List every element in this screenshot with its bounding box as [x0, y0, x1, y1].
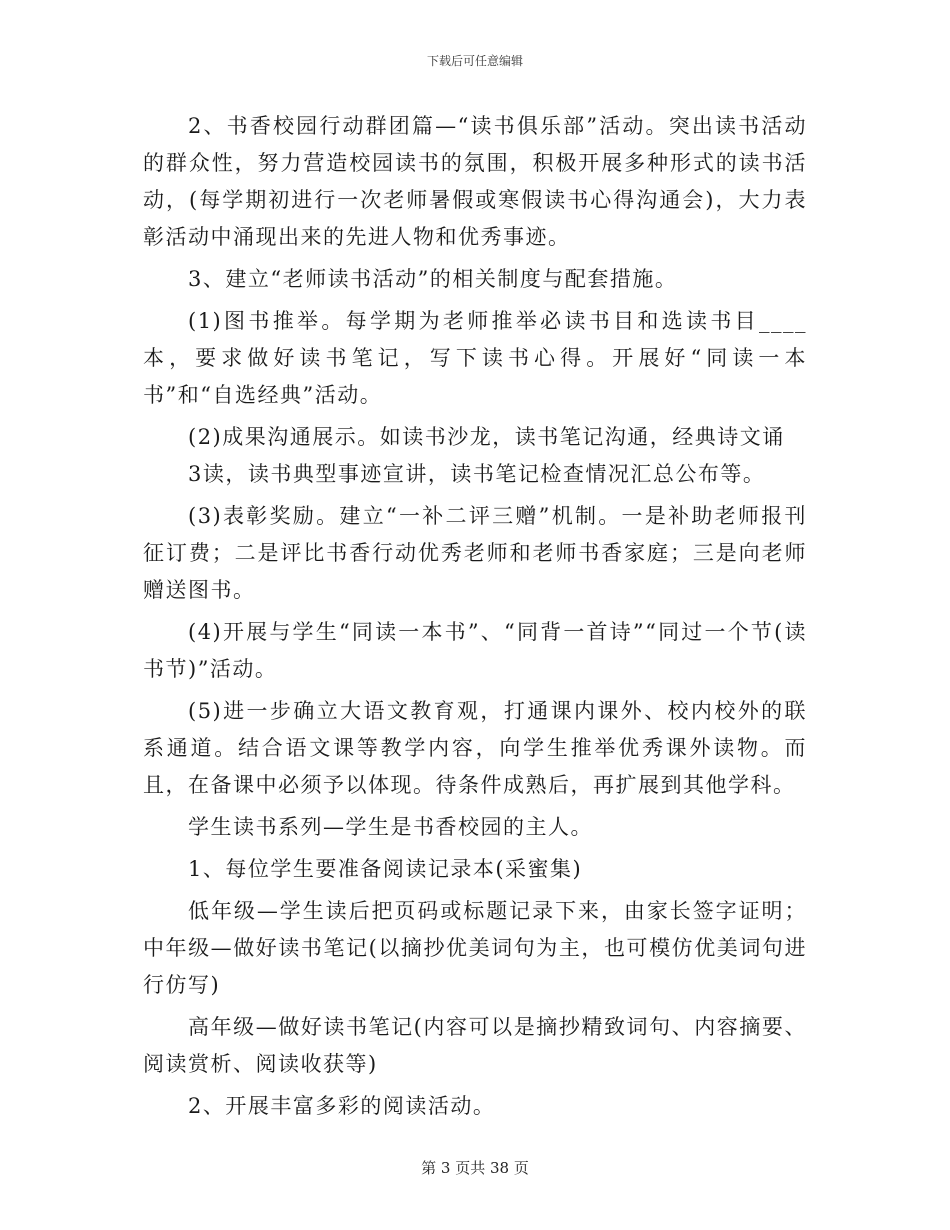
- paragraph-joint-reading: (4)开展与学生“同读一本书”、“同背一首诗”“同过一个节(读书节)”活动。: [143, 620, 807, 681]
- paragraph-reading-activities: 2、开展丰富多彩的阅读活动。: [188, 1094, 496, 1118]
- paragraph-commendation: (3)表彰奖励。建立“一补二评三赠”机制。一是补助老师报刊征订费；二是评比书香行动优秀老师和老师书香家庭；三是向老师赠送图书。: [143, 504, 807, 602]
- paragraph-achievement-exchange: (2)成果沟通展示。如读书沙龙，读书笔记沟通，经典诗文诵: [188, 425, 785, 449]
- paragraph-language-education: (5)进一步确立大语文教育观，打通课内课外、校内校外的联系通道。结合语文课等教学内容，向学生推举优秀课外读物。而且，在备课中必须予以体现。待条件成熟后，再扩展到其他学科。: [143, 699, 807, 797]
- paragraph-book-recommendation: (1)图书推举。每学期为老师推举必读书目和选读书目____本，要求做好读书笔记，写下读书心得。开展好“同读一本书”和“自选经典”活动。: [143, 309, 807, 407]
- page-header: 下载后可任意编辑: [426, 54, 523, 68]
- page-number: 第 3 页共 38 页: [421, 1159, 529, 1177]
- paragraph-reading-record-book: 1、每位学生要准备阅读记录本(采蜜集): [188, 857, 583, 881]
- paragraph-student-reading-series: 学生读书系列—学生是书香校园的主人。: [188, 815, 593, 839]
- paragraph-reading-club: 2、书香校园行动群团篇—“读书俱乐部”活动。突出读书活动的群众性，努力营造校园读书的氛围，积极开展多种形式的读书活动，(每学期初进行一次老师暑假或寒假读书心得沟通会)，大力表彰活动中涌现出来的先进人物和优秀事迹。: [143, 114, 807, 249]
- paragraph-upper-grades: 高年级—做好读书笔记(内容可以是摘抄精致词句、内容摘要、阅读赏析、阅读收获等): [143, 1015, 807, 1076]
- paragraph-achievement-exchange-continued: 3读，读书典型事迹宣讲，读书笔记检查情况汇总公布等。: [188, 462, 766, 486]
- document-body: [143, 108, 807, 1125]
- paragraph-lower-grades: 低年级—学生读后把页码或标题记录下来，由家长签字证明；中年级—做好读书笔记(以摘抄优美词句为主，也可模仿优美词句进行仿写): [143, 899, 807, 997]
- paragraph-teacher-reading-system: 3、建立“老师读书活动”的相关制度与配套措施。: [188, 267, 678, 291]
